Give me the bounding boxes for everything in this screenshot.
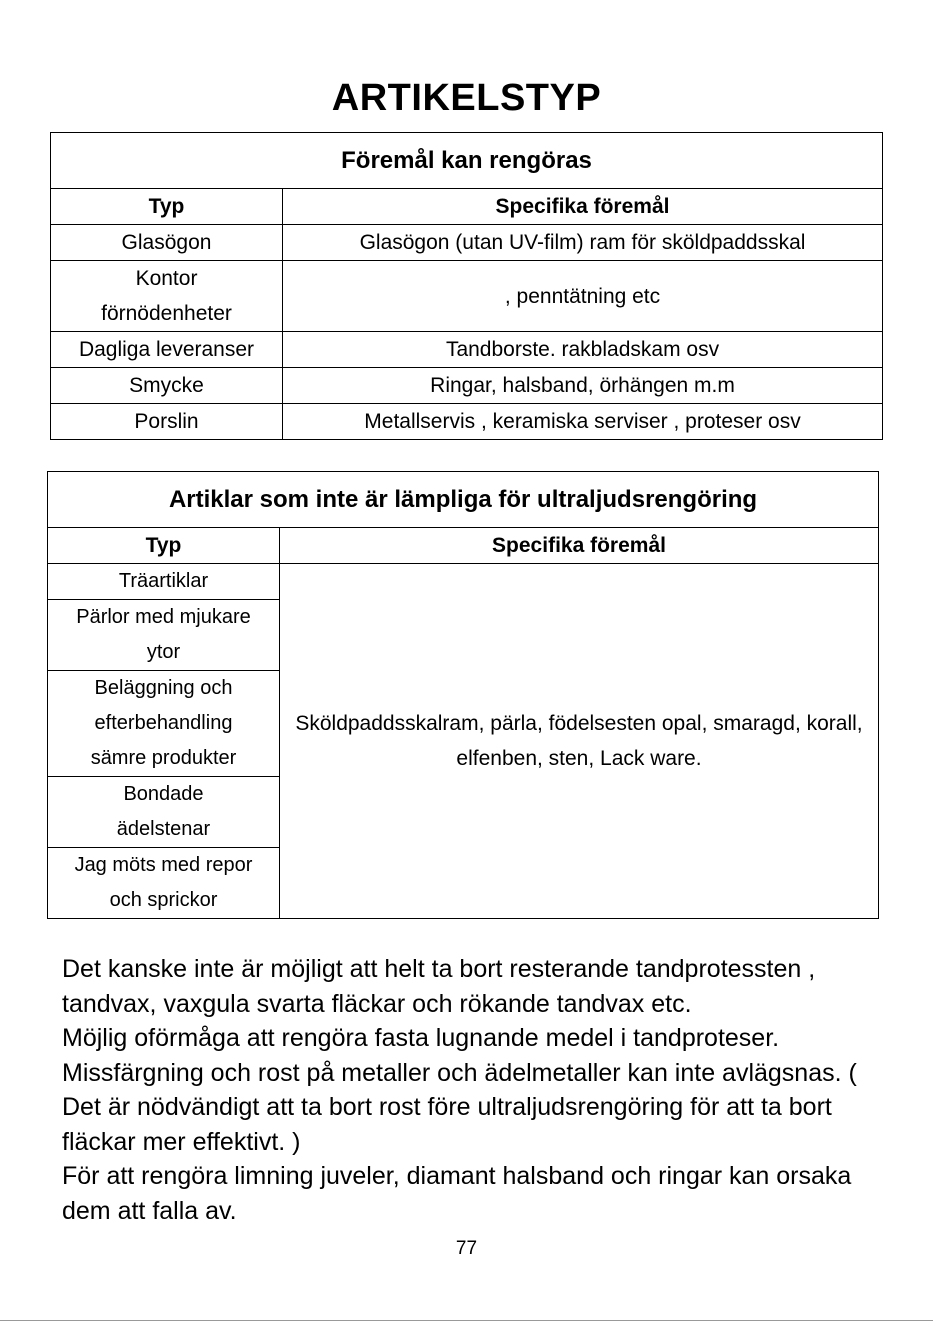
table-row [51, 225, 883, 261]
column-header-type: Typ [48, 528, 280, 564]
row-type: Porslin [51, 404, 283, 440]
table-row [51, 332, 883, 368]
body-paragraph: För att rengöra limning juveler, diamant halsband och ringar kan orsaka dem att falla av. [62, 1162, 852, 1225]
row-type: Pärlor med mjukare ytor [48, 600, 280, 671]
row-items: , penntätning etc [283, 261, 883, 332]
body-text [62, 952, 902, 1228]
page-number: 77 [455, 1238, 478, 1259]
table-row [48, 564, 879, 600]
row-type: Smycke [51, 368, 283, 404]
table-row [51, 368, 883, 404]
row-type: Träartiklar [48, 564, 280, 600]
row-items: Tandborste. rakbladskam osv [283, 332, 883, 368]
row-type: Kontor förnödenheter [51, 261, 283, 332]
row-items: Ringar, halsband, örhängen m.m [283, 368, 883, 404]
body-paragraph: Missfärgning och rost på metaller och ädelmetaller kan inte avlägsnas. ( Det är nödvändigt att ta bort rost före ultraljudsrengöring för att ta bort fläckar mer effektivt. ) [62, 1058, 857, 1156]
table-caption: Artiklar som inte är lämpliga för ultraljudsrengöring [48, 472, 879, 528]
unsuitable-items-table [47, 471, 879, 919]
row-type: Dagliga leveranser [51, 332, 283, 368]
row-type: Bondade ädelstenar [48, 777, 280, 848]
column-header-type: Typ [51, 189, 283, 225]
page-title: ARTIKELSTYP [331, 77, 602, 119]
row-type: Glasögon [51, 225, 283, 261]
row-type: Jag möts med repor och sprickor [48, 848, 280, 919]
table-row [51, 261, 883, 332]
column-header-items: Specifika föremål [283, 189, 883, 225]
row-items: Glasögon (utan UV-film) ram för sköldpaddsskal [283, 225, 883, 261]
row-type: Beläggning och efterbehandling sämre produkter [48, 671, 280, 777]
table-caption: Föremål kan rengöras [51, 133, 883, 189]
table-row [51, 404, 883, 440]
body-paragraph: Det kanske inte är möjligt att helt ta bort resterande tandprotessten , tandvax, vaxgula svarta fläckar och rökande tandvax etc. [62, 955, 816, 1018]
bottom-divider [0, 1320, 933, 1321]
column-header-items: Specifika föremål [280, 528, 879, 564]
unsuitable-items-list: Sköldpaddsskalram, pärla, födelsesten opal, smaragd, korall, elfenben, sten, Lack ware. [280, 564, 879, 919]
row-items: Metallservis , keramiska serviser , proteser osv [283, 404, 883, 440]
body-paragraph: Möjlig oförmåga att rengöra fasta lugnande medel i tandproteser. [62, 1024, 780, 1052]
cleanable-items-table [50, 132, 883, 440]
